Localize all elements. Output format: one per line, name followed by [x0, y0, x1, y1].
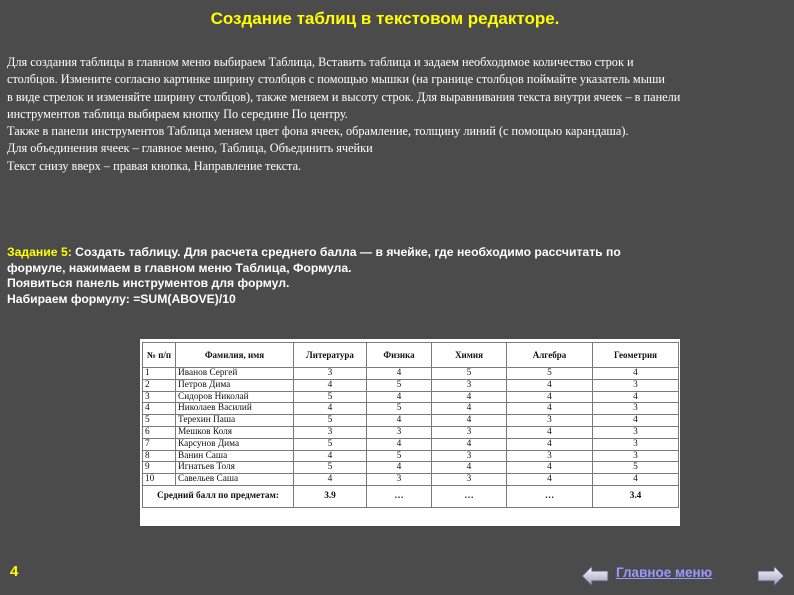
grade-cell: 4: [432, 438, 507, 450]
header-cell: Фамилия, имя: [176, 343, 294, 368]
grade-cell: 4: [507, 379, 593, 391]
row-number-cell: 6: [143, 426, 176, 438]
row-number-cell: 1: [143, 368, 176, 380]
row-number-cell: 7: [143, 438, 176, 450]
grade-cell: 4: [507, 438, 593, 450]
grade-cell: 3: [593, 379, 679, 391]
grade-cell: 4: [432, 391, 507, 403]
grade-cell: 3: [294, 368, 367, 380]
task-text: [7, 245, 787, 307]
grade-cell: 5: [367, 379, 432, 391]
slide-number: 4: [10, 563, 19, 580]
table-row: [143, 438, 679, 450]
grades-table-image: [140, 339, 680, 526]
grade-cell: 3: [507, 450, 593, 462]
grade-cell: 3: [294, 426, 367, 438]
grade-cell: 3: [593, 426, 679, 438]
task-line: Создать таблицу. Для расчета среднего балла — в ячейке, где необходимо рассчитать по: [71, 245, 621, 259]
average-label: Средний балл по предметам:: [143, 485, 294, 507]
grade-cell: 3: [432, 474, 507, 486]
student-name-cell: Мешков Коля: [176, 426, 294, 438]
instruction-line: Текст снизу вверх – правая кнопка, Направление текста.: [7, 158, 302, 173]
student-name-cell: Николаев Василий: [176, 403, 294, 415]
instructions-text: [7, 54, 785, 175]
row-number-cell: 10: [143, 474, 176, 486]
grade-cell: 4: [593, 415, 679, 427]
row-number-cell: 2: [143, 379, 176, 391]
grade-cell: 5: [367, 403, 432, 415]
average-cell: 3.4: [593, 485, 679, 507]
task-line: Появиться панель инструментов для формул.: [7, 276, 290, 291]
student-name-cell: Петров Дима: [176, 379, 294, 391]
row-number-cell: 5: [143, 415, 176, 427]
student-name-cell: Савельев Саша: [176, 474, 294, 486]
task-formula-line: Набираем формулу: =SUM(ABOVE)/10: [7, 291, 236, 306]
grade-cell: 3: [507, 415, 593, 427]
grade-cell: 5: [593, 462, 679, 474]
grade-cell: 5: [432, 368, 507, 380]
row-number-cell: 4: [143, 403, 176, 415]
grade-cell: 5: [294, 438, 367, 450]
task-line: формуле, нажимаем в главном меню Таблица, Формула.: [7, 260, 352, 275]
student-name-cell: Иванов Сергей: [176, 368, 294, 380]
grade-cell: 5: [294, 462, 367, 474]
grade-cell: 3: [593, 450, 679, 462]
task-label: Задание 5:: [7, 245, 72, 259]
grades-table: [142, 342, 679, 508]
grade-cell: 4: [367, 415, 432, 427]
instruction-line: инструментов таблица выбираем кнопку По середине По центру.: [7, 106, 348, 121]
grade-cell: 5: [294, 415, 367, 427]
grade-cell: 4: [593, 391, 679, 403]
grade-cell: 4: [294, 450, 367, 462]
grade-cell: 3: [432, 379, 507, 391]
grade-cell: 3: [367, 474, 432, 486]
header-cell: Физика: [367, 343, 432, 368]
grade-cell: 3: [593, 438, 679, 450]
student-name-cell: Терехин Паша: [176, 415, 294, 427]
instruction-line: столбцов. Измените согласно картинке ширину столбцов с помощью мышки (на границе столбцов поймайте указатель мыши: [7, 72, 666, 87]
previous-slide-arrow-icon[interactable]: [581, 565, 609, 587]
average-cell: …: [367, 485, 432, 507]
table-row: [143, 450, 679, 462]
student-name-cell: Ванин Саша: [176, 450, 294, 462]
grade-cell: 4: [294, 379, 367, 391]
slide-title: Создание таблиц в текстовом редакторе.: [210, 9, 560, 28]
table-row: [143, 403, 679, 415]
instruction-line: Для объединения ячеек – главное меню, Таблица, Объединить ячейки: [7, 141, 373, 156]
table-row: [143, 368, 679, 380]
row-number-cell: 3: [143, 391, 176, 403]
grade-cell: 4: [432, 415, 507, 427]
instruction-line: в виде стрелок и изменяйте ширину столбцов), также меняем и высоту строк. Для выравнивания текста внутри ячеек – в панели: [7, 89, 681, 104]
grade-cell: 3: [593, 403, 679, 415]
row-number-cell: 8: [143, 450, 176, 462]
grade-cell: 4: [507, 426, 593, 438]
table-row: [143, 415, 679, 427]
grade-cell: 3: [432, 450, 507, 462]
grade-cell: 4: [367, 391, 432, 403]
average-cell: …: [507, 485, 593, 507]
grade-cell: 3: [432, 426, 507, 438]
grade-cell: 5: [294, 391, 367, 403]
grade-cell: 4: [507, 403, 593, 415]
table-footer-row: [143, 485, 679, 507]
student-name-cell: Сидоров Николай: [176, 391, 294, 403]
table-row: [143, 462, 679, 474]
table-row: [143, 474, 679, 486]
header-cell: № п/п: [143, 343, 176, 368]
grade-cell: 4: [294, 403, 367, 415]
header-cell: Литература: [294, 343, 367, 368]
grade-cell: 4: [507, 474, 593, 486]
student-name-cell: Игнатьев Толя: [176, 462, 294, 474]
grade-cell: 4: [432, 462, 507, 474]
row-number-cell: 9: [143, 462, 176, 474]
grade-cell: 4: [593, 368, 679, 380]
next-slide-arrow-icon[interactable]: [757, 565, 785, 587]
header-cell: Геометрия: [593, 343, 679, 368]
grade-cell: 4: [432, 403, 507, 415]
grade-cell: 4: [593, 474, 679, 486]
average-cell: 3.9: [294, 485, 367, 507]
main-menu-link[interactable]: Главное меню: [616, 565, 713, 580]
student-name-cell: Карсунов Дима: [176, 438, 294, 450]
grade-cell: 4: [367, 438, 432, 450]
table-row: [143, 391, 679, 403]
grade-cell: 4: [507, 391, 593, 403]
table-header-row: [143, 343, 679, 368]
grade-cell: 4: [367, 368, 432, 380]
grade-cell: 5: [507, 368, 593, 380]
table-row: [143, 379, 679, 391]
instruction-line: Для создания таблицы в главном меню выбираем Таблица, Вставить таблица и задаем необходимое количество строк и: [7, 55, 634, 69]
grade-cell: 4: [294, 474, 367, 486]
table-row: [143, 426, 679, 438]
grade-cell: 5: [367, 450, 432, 462]
header-cell: Алгебра: [507, 343, 593, 368]
average-cell: …: [432, 485, 507, 507]
grade-cell: 4: [507, 462, 593, 474]
header-cell: Химия: [432, 343, 507, 368]
grade-cell: 4: [367, 462, 432, 474]
instruction-line: Также в панели инструментов Таблица меняем цвет фона ячеек, обрамление, толщину линий (с помощью карандаша).: [7, 124, 629, 139]
grade-cell: 3: [367, 426, 432, 438]
